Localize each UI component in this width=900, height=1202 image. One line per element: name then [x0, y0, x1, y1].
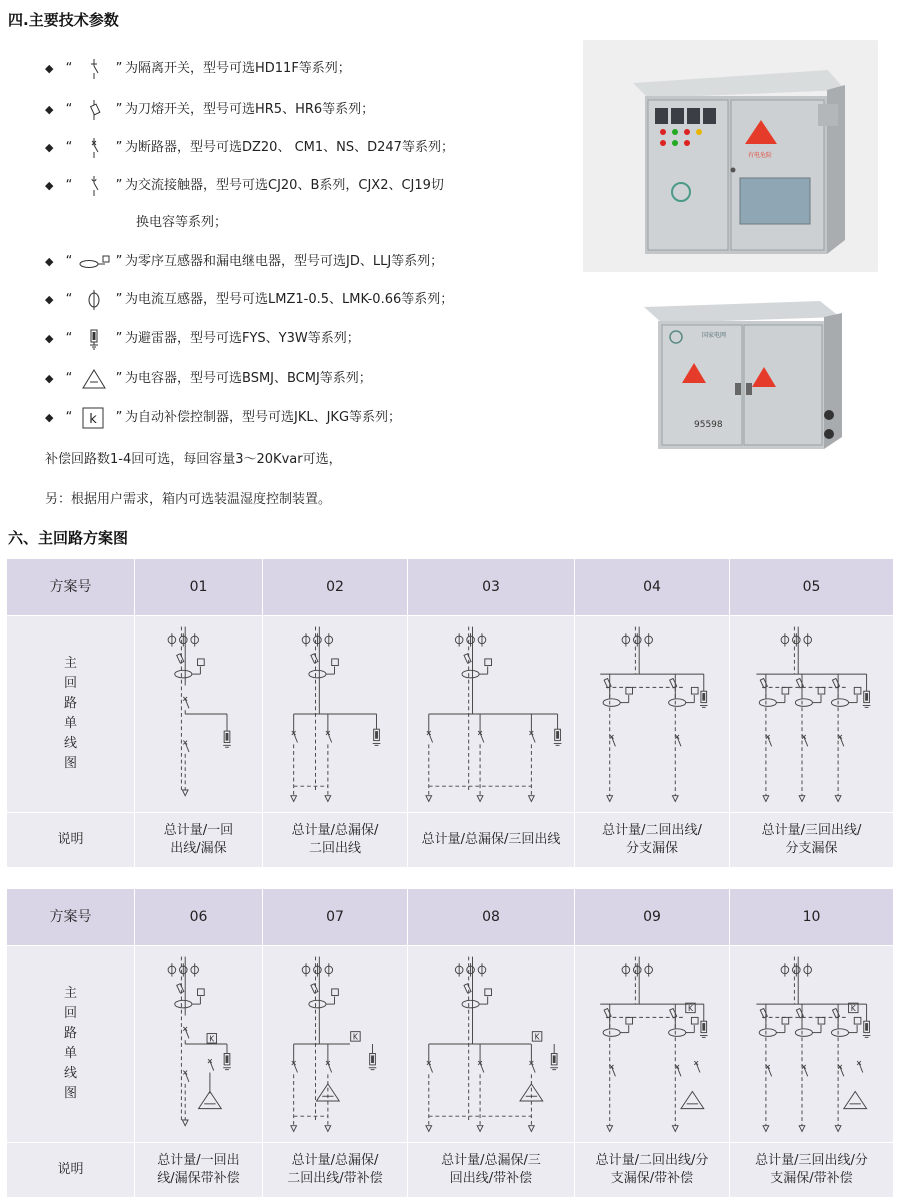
- close-quote: ”: [115, 61, 123, 76]
- scheme-number: 07: [263, 889, 408, 946]
- bullet: ◆: [45, 179, 54, 192]
- scheme-label: 方案号: [7, 889, 135, 946]
- scheme-number: 02: [263, 559, 408, 616]
- scheme-number: 03: [408, 559, 575, 616]
- spec-item: [45, 57, 351, 80]
- open-quote: “: [65, 410, 73, 425]
- circuit-breaker-symbol-icon: [75, 137, 113, 159]
- description-line: 二回出线/带补偿: [287, 1171, 383, 1186]
- description-line: 总计量/二回出线/: [602, 823, 702, 838]
- photo-brand-text: 国家电网: [702, 332, 727, 339]
- description-line: 出线/漏保: [170, 841, 227, 856]
- spec-text: 为刀熔开关，型号可选HR5、HR6等系列；: [125, 102, 375, 117]
- warning-sign-text: 有电危险: [747, 152, 773, 159]
- bullet: ◆: [45, 293, 54, 306]
- note-compensation: 补偿回路数1-4回可选，每回容量3～20Kvar可选，: [45, 452, 342, 467]
- diagram-label-char: 单: [63, 1046, 77, 1061]
- scheme-table-2: [6, 888, 894, 1198]
- arrester-symbol-icon: [75, 328, 113, 350]
- scheme-number: 09: [575, 889, 730, 946]
- single-line-diagram: [408, 616, 575, 813]
- note-options: 另：根据用户需求，箱内可选装温湿度控制装置。: [45, 492, 332, 507]
- bullet: ◆: [45, 255, 54, 268]
- scheme-description: [135, 813, 263, 868]
- single-line-diagram: [263, 616, 408, 813]
- diagram-label-char: 主: [63, 986, 77, 1001]
- controller-k-letter: K: [209, 1034, 215, 1044]
- stainless-distribution-box-photo: [583, 40, 878, 272]
- photo-phone-text: 95598: [694, 420, 723, 430]
- controller-k-letter: K: [352, 1032, 358, 1042]
- description-line: 二回出线: [308, 841, 361, 856]
- diagram-label-char: 线: [63, 736, 77, 751]
- spec-item: [45, 367, 372, 390]
- description-line: 分支漏保: [625, 841, 678, 856]
- capacitor-symbol-icon: [75, 368, 113, 390]
- description-line: 支漏保/带补偿: [770, 1171, 853, 1186]
- diagram-label-char: 图: [63, 1086, 77, 1101]
- current-transformer-symbol-icon: [75, 289, 113, 311]
- open-quote: “: [65, 331, 73, 346]
- zero-sequence-ct-symbol-icon: [75, 251, 113, 273]
- spec-text: 为自动补偿控制器，型号可选JKL、JKG等系列；: [125, 410, 402, 425]
- diagram-row-label: [7, 984, 134, 1104]
- bullet: ◆: [45, 411, 54, 424]
- scheme-number: 04: [575, 559, 730, 616]
- diagram-label-char: 路: [63, 1026, 77, 1041]
- single-line-diagram: [730, 616, 894, 813]
- controller-k-letter: K: [687, 1004, 693, 1014]
- desc-label: 说明: [7, 813, 135, 868]
- spec-text: 为电容器，型号可选BSMJ、BCMJ等系列；: [125, 371, 372, 386]
- controller-k-symbol-icon: [75, 407, 113, 429]
- description-line: 总计量/三回出线/分: [755, 1153, 868, 1168]
- scheme-number: 01: [135, 559, 263, 616]
- description-line: 分支漏保: [785, 841, 838, 856]
- bullet: ◆: [45, 141, 54, 154]
- diagram-row-label: [7, 654, 134, 774]
- description-line: 总计量/总漏保/三回出线: [421, 832, 561, 847]
- spec-item: [45, 288, 453, 311]
- single-line-diagram: [135, 946, 263, 1143]
- scheme-table-1: [6, 558, 894, 868]
- grid-distribution-box-photo: [640, 295, 850, 460]
- close-quote: ”: [115, 410, 123, 425]
- close-quote: ”: [115, 254, 123, 269]
- single-line-diagram: [135, 616, 263, 813]
- diagram-label-char: 回: [63, 1006, 77, 1021]
- spec-item: [45, 406, 401, 429]
- spec-text: 为隔离开关，型号可选HD11F等系列；: [125, 61, 351, 76]
- description-line: 总计量/总漏保/三: [441, 1153, 541, 1168]
- description-line: 总计量/总漏保/: [291, 823, 379, 838]
- spec-text: 为避雷器，型号可选FYS、Y3W等系列；: [125, 331, 360, 346]
- close-quote: ”: [115, 102, 123, 117]
- open-quote: “: [65, 140, 73, 155]
- single-line-diagram: [730, 946, 894, 1143]
- close-quote: ”: [115, 331, 123, 346]
- isolating-switch-symbol-icon: [75, 58, 113, 80]
- section4-title: 四.主要技术参数: [8, 11, 119, 29]
- open-quote: “: [65, 178, 73, 193]
- spec-item: [45, 327, 360, 350]
- scheme-description: [408, 813, 575, 868]
- diagram-label-char: 主: [63, 656, 77, 671]
- close-quote: ”: [115, 371, 123, 386]
- diagram-label-char: 路: [63, 696, 77, 711]
- controller-k-letter: K: [850, 1004, 856, 1014]
- open-quote: “: [65, 292, 73, 307]
- diagram-label-char: 图: [63, 756, 77, 771]
- scheme-description: [263, 1143, 408, 1198]
- spec-text: 为交流接触器，型号可选CJ20、B系列，CJX2、CJ19切: [125, 178, 444, 193]
- contactor-continuation: 换电容等系列；: [136, 215, 228, 230]
- bullet: ◆: [45, 372, 54, 385]
- single-line-diagram: [575, 616, 730, 813]
- scheme-description: [135, 1143, 263, 1198]
- open-quote: “: [65, 371, 73, 386]
- description-line: 总计量/一回: [163, 823, 234, 838]
- scheme-label: 方案号: [7, 559, 135, 616]
- description-line: 总计量/二回出线/分: [595, 1153, 709, 1168]
- spec-text: 为断路器，型号可选DZ20、 CM1、NS、D247等系列；: [125, 140, 454, 155]
- open-quote: “: [65, 254, 73, 269]
- scheme-number: 05: [730, 559, 894, 616]
- scheme-number: 08: [408, 889, 575, 946]
- close-quote: ”: [115, 292, 123, 307]
- scheme-description: [575, 1143, 730, 1198]
- scheme-description: [575, 813, 730, 868]
- bullet: ◆: [45, 62, 54, 75]
- description-line: 总计量/一回出: [157, 1153, 240, 1168]
- description-line: 线/漏保带补偿: [157, 1171, 240, 1186]
- fuse-switch-symbol-icon: [75, 99, 113, 121]
- spec-item: [45, 98, 374, 121]
- scheme-number: 10: [730, 889, 894, 946]
- single-line-diagram: [263, 946, 408, 1143]
- scheme-description: [730, 1143, 894, 1198]
- controller-letter: k: [89, 411, 97, 427]
- open-quote: “: [65, 102, 73, 117]
- scheme-description: [263, 813, 408, 868]
- scheme-description: [408, 1143, 575, 1198]
- description-line: 回出线/带补偿: [449, 1171, 533, 1186]
- diagram-label-char: 单: [63, 716, 77, 731]
- bullet: ◆: [45, 332, 54, 345]
- desc-label: 说明: [7, 1143, 135, 1198]
- spec-text: 为零序互感器和漏电继电器，型号可选JD、LLJ等系列；: [125, 254, 444, 269]
- description-line: 总计量/总漏保/: [291, 1153, 379, 1168]
- section6-title: 六、主回路方案图: [8, 529, 129, 547]
- contactor-symbol-icon: [75, 175, 113, 197]
- single-line-diagram: [575, 946, 730, 1143]
- spec-item: [45, 136, 454, 159]
- diagram-label-char: 回: [63, 676, 77, 691]
- spec-text: 为电流互感器，型号可选LMZ1-0.5、LMK-0.66等系列；: [125, 292, 454, 307]
- description-line: 支漏保/带补偿: [610, 1171, 694, 1186]
- spec-item: [45, 250, 443, 273]
- description-line: 总计量/三回出线/: [761, 823, 862, 838]
- scheme-number: 06: [135, 889, 263, 946]
- controller-k-letter: K: [534, 1032, 540, 1042]
- open-quote: “: [65, 61, 73, 76]
- spec-item: [45, 174, 444, 197]
- bullet: ◆: [45, 103, 54, 116]
- single-line-diagram: [408, 946, 575, 1143]
- scheme-description: [730, 813, 894, 868]
- diagram-label-char: 线: [63, 1066, 77, 1081]
- close-quote: ”: [115, 178, 123, 193]
- close-quote: ”: [115, 140, 123, 155]
